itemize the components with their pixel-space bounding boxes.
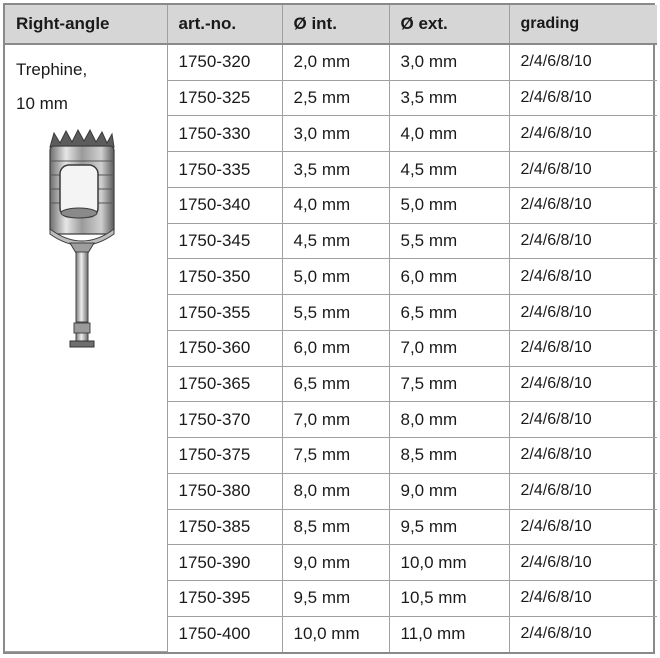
cell-int: 4,5 mm: [282, 223, 389, 259]
cell-art-no: 1750-325: [167, 80, 282, 116]
cell-ext: 10,5 mm: [389, 581, 509, 617]
cell-grading: 2/4/6/8/10: [509, 187, 657, 223]
cell-grading: 2/4/6/8/10: [509, 116, 657, 152]
cell-art-no: 1750-375: [167, 438, 282, 474]
cell-ext: 5,0 mm: [389, 187, 509, 223]
table-row: [5, 44, 657, 80]
cell-art-no: 1750-335: [167, 152, 282, 188]
cell-grading: 2/4/6/8/10: [509, 366, 657, 402]
cell-grading: 2/4/6/8/10: [509, 44, 657, 80]
header-int-diameter: Ø int.: [282, 5, 389, 44]
cell-grading: 2/4/6/8/10: [509, 402, 657, 438]
table-body: [5, 44, 657, 652]
cell-int: 8,5 mm: [282, 509, 389, 545]
cell-art-no: 1750-385: [167, 509, 282, 545]
cell-ext: 10,0 mm: [389, 545, 509, 581]
cell-ext: 3,0 mm: [389, 44, 509, 80]
cell-art-no: 1750-365: [167, 366, 282, 402]
cell-art-no: 1750-350: [167, 259, 282, 295]
product-name: Trephine,: [16, 60, 88, 79]
cell-art-no: 1750-370: [167, 402, 282, 438]
cell-grading: 2/4/6/8/10: [509, 581, 657, 617]
cell-int: 8,0 mm: [282, 473, 389, 509]
cell-grading: 2/4/6/8/10: [509, 330, 657, 366]
cell-art-no: 1750-380: [167, 473, 282, 509]
cell-ext: 11,0 mm: [389, 616, 509, 651]
spec-sheet: [3, 3, 655, 654]
cell-ext: 6,0 mm: [389, 259, 509, 295]
cell-ext: 9,0 mm: [389, 473, 509, 509]
header-row: [5, 5, 657, 44]
cell-int: 6,0 mm: [282, 330, 389, 366]
cell-ext: 6,5 mm: [389, 295, 509, 331]
cell-ext: 4,0 mm: [389, 116, 509, 152]
cell-int: 2,0 mm: [282, 44, 389, 80]
cell-art-no: 1750-395: [167, 581, 282, 617]
cell-ext: 7,5 mm: [389, 366, 509, 402]
cell-grading: 2/4/6/8/10: [509, 295, 657, 331]
product-size: 10 mm: [16, 94, 68, 113]
cell-int: 5,0 mm: [282, 259, 389, 295]
cell-int: 7,0 mm: [282, 402, 389, 438]
cell-grading: 2/4/6/8/10: [509, 509, 657, 545]
cell-ext: 5,5 mm: [389, 223, 509, 259]
cell-art-no: 1750-345: [167, 223, 282, 259]
cell-grading: 2/4/6/8/10: [509, 616, 657, 651]
cell-ext: 8,0 mm: [389, 402, 509, 438]
cell-ext: 3,5 mm: [389, 80, 509, 116]
cell-int: 7,5 mm: [282, 438, 389, 474]
header-ext-diameter: Ø ext.: [389, 5, 509, 44]
cell-ext: 9,5 mm: [389, 509, 509, 545]
cell-int: 6,5 mm: [282, 366, 389, 402]
cell-int: 3,0 mm: [282, 116, 389, 152]
cell-art-no: 1750-360: [167, 330, 282, 366]
cell-ext: 8,5 mm: [389, 438, 509, 474]
cell-int: 4,0 mm: [282, 187, 389, 223]
cell-ext: 4,5 mm: [389, 152, 509, 188]
cell-int: 3,5 mm: [282, 152, 389, 188]
cell-int: 10,0 mm: [282, 616, 389, 651]
spec-table: [5, 5, 657, 652]
cell-grading: 2/4/6/8/10: [509, 80, 657, 116]
cell-int: 2,5 mm: [282, 80, 389, 116]
cell-int: 9,0 mm: [282, 545, 389, 581]
cell-grading: 2/4/6/8/10: [509, 223, 657, 259]
cell-art-no: 1750-330: [167, 116, 282, 152]
trephine-bur-icon: [44, 129, 120, 351]
cell-art-no: 1750-390: [167, 545, 282, 581]
cell-art-no: 1750-400: [167, 616, 282, 651]
header-product: Right-angle: [5, 5, 167, 44]
product-cell: [5, 44, 167, 652]
cell-art-no: 1750-320: [167, 44, 282, 80]
header-grading: grading: [509, 5, 657, 44]
cell-grading: 2/4/6/8/10: [509, 259, 657, 295]
cell-grading: 2/4/6/8/10: [509, 473, 657, 509]
cell-ext: 7,0 mm: [389, 330, 509, 366]
header-art-no: art.-no.: [167, 5, 282, 44]
cell-grading: 2/4/6/8/10: [509, 152, 657, 188]
cell-int: 9,5 mm: [282, 581, 389, 617]
cell-art-no: 1750-340: [167, 187, 282, 223]
cell-int: 5,5 mm: [282, 295, 389, 331]
cell-grading: 2/4/6/8/10: [509, 438, 657, 474]
cell-grading: 2/4/6/8/10: [509, 545, 657, 581]
cell-art-no: 1750-355: [167, 295, 282, 331]
